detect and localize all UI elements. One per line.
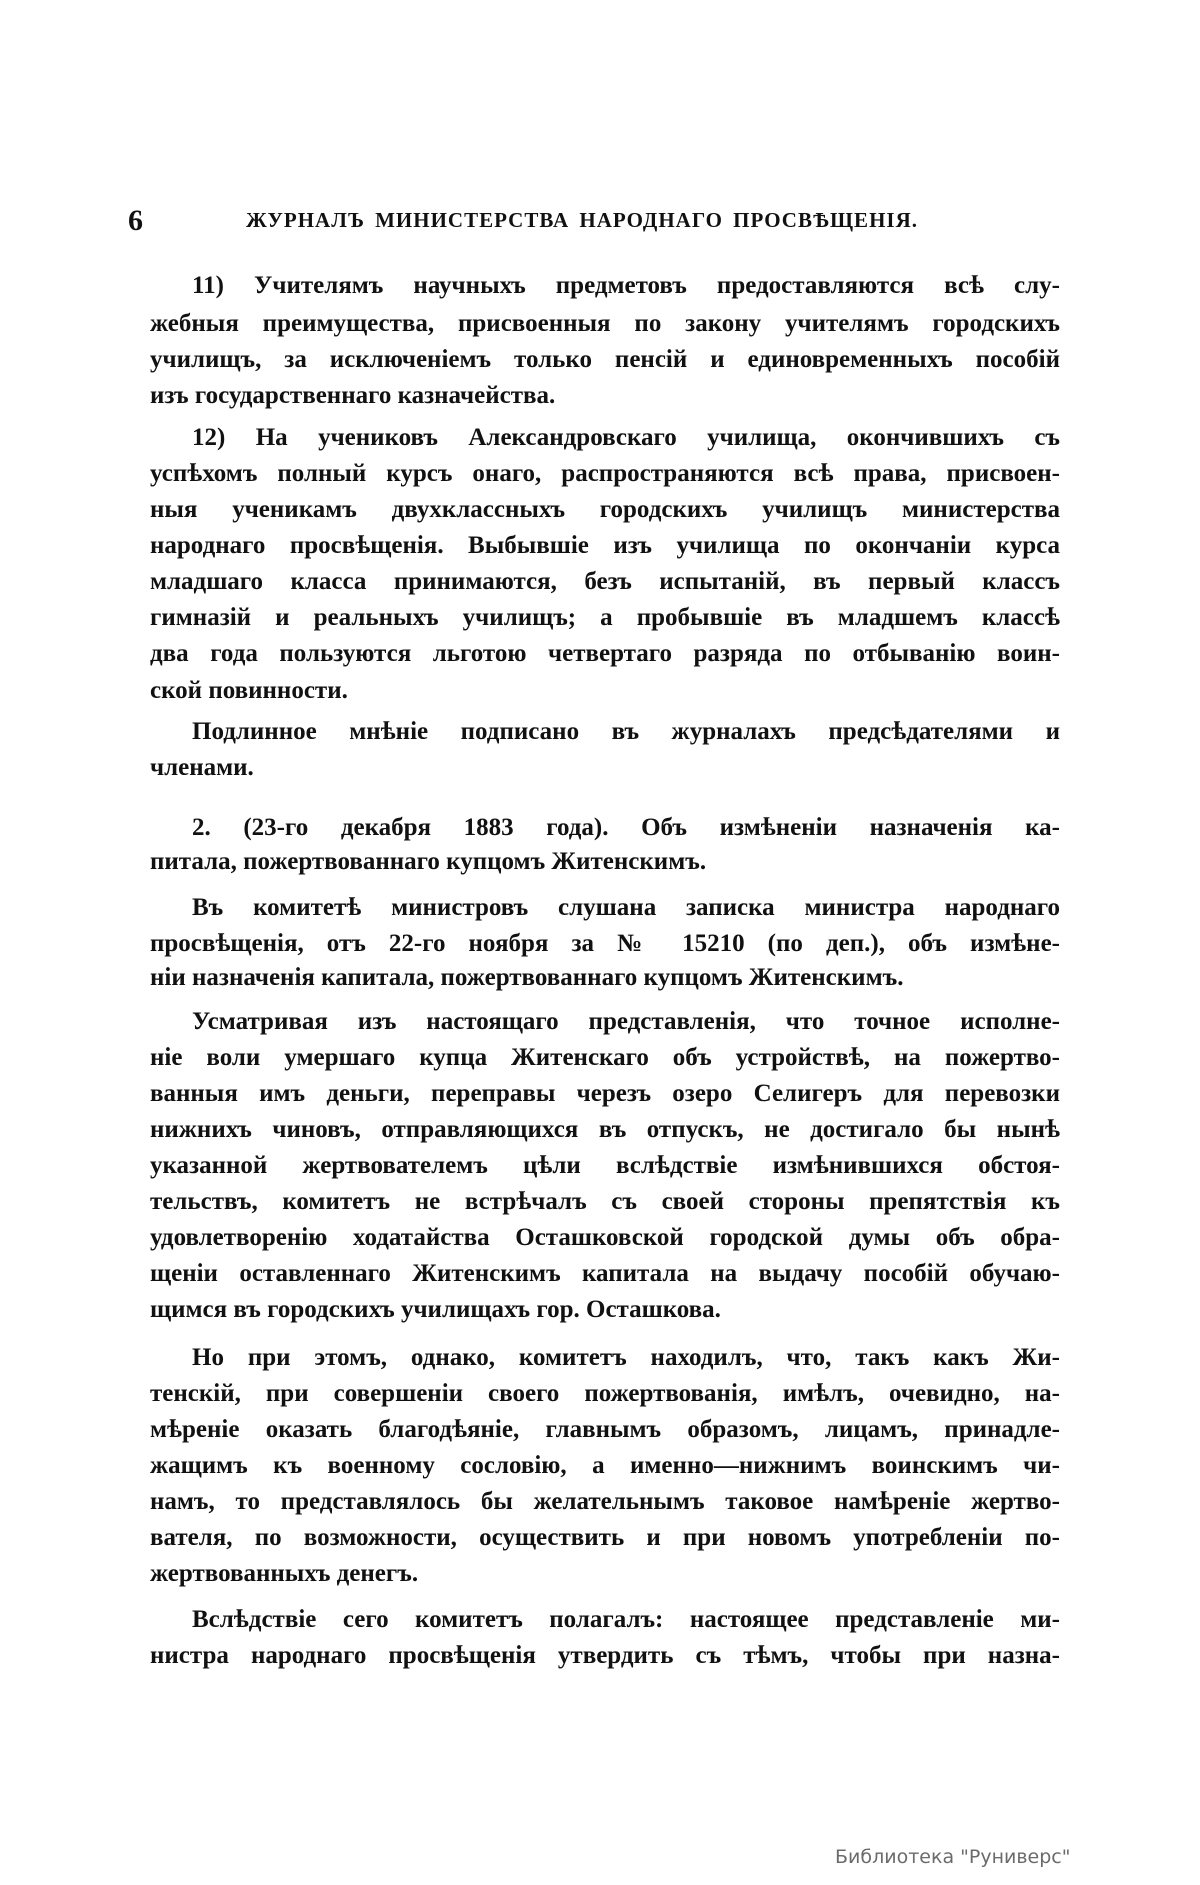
text-line: мѣреніе оказать благодѣяніе, главнымъ образомъ, лицамъ, принадле-	[150, 1416, 1060, 1443]
text-line: жащимъ къ военному сословію, а именно—нижнимъ воинскимъ чи-	[150, 1452, 1060, 1479]
text-line: вателя, по возможности, осуществить и при новомъ употребленіи по-	[150, 1524, 1060, 1551]
text-line: изъ государственнаго казначейства.	[150, 382, 556, 409]
text-line: ванныя имъ деньги, переправы черезъ озеро Селигеръ для перевозки	[150, 1080, 1060, 1107]
text-line: Подлинное мнѣніе подписано въ журналахъ предсѣдателями и	[192, 718, 1060, 745]
text-line: ской повинности.	[150, 677, 348, 704]
library-watermark: Библиотека "Руниверс"	[835, 1846, 1071, 1868]
text-line: училищъ, за исключеніемъ только пенсій и единовременныхъ пособій	[150, 346, 1060, 373]
text-line: нижнихъ чиновъ, отправляющихся въ отпускъ, не достигало бы нынѣ	[150, 1116, 1060, 1143]
text-line: тенскій, при совершеніи своего пожертвованія, имѣлъ, очевидно, на-	[150, 1380, 1060, 1407]
text-line: два года пользуются льготою четвертаго разряда по отбыванію воин-	[150, 640, 1060, 667]
text-line: тельствъ, комитетъ не встрѣчалъ съ своей стороны препятствія къ	[150, 1188, 1060, 1215]
text-line: жебныя преимущества, присвоенныя по закону учителямъ городскихъ	[150, 310, 1060, 337]
text-line: ніе воли умершаго купца Житенскаго объ устройствѣ, на пожертво-	[150, 1044, 1060, 1071]
page-number: 6	[128, 204, 143, 237]
text-line: 2. (23-го декабря 1883 года). Объ измѣненіи назначенія ка-	[192, 814, 1060, 841]
text-line: 12) На учениковъ Александровскаго училища, окончившихъ съ	[192, 424, 1060, 451]
text-line: членами.	[150, 754, 254, 781]
running-title: ЖУРНАЛЪ МИНИСТЕРСТВА НАРОДНАГО ПРОСВѢЩЕНІЯ.	[246, 208, 918, 232]
text-line: ніи назначенія капитала, пожертвованнаго купцомъ Житенскимъ.	[150, 964, 904, 991]
text-line: гимназій и реальныхъ училищъ; а пробывшіе въ младшемъ классѣ	[150, 604, 1060, 631]
text-line: щеніи оставленнаго Житенскимъ капитала на выдачу пособій обучаю-	[150, 1260, 1060, 1287]
text-line: нистра народнаго просвѣщенія утвердить съ тѣмъ, чтобы при назна-	[150, 1642, 1060, 1669]
text-line: Усматривая изъ настоящаго представленія, что точное исполне-	[192, 1008, 1060, 1035]
text-line: щимся въ городскихъ училищахъ гор. Осташкова.	[150, 1296, 721, 1323]
text-line: жертвованныхъ денегъ.	[150, 1560, 419, 1587]
text-line: народнаго просвѣщенія. Выбывшіе изъ училища по окончаніи курса	[150, 532, 1060, 559]
text-line: намъ, то представлялось бы желательнымъ таковое намѣреніе жертво-	[150, 1488, 1060, 1515]
text-line: успѣхомъ полный курсъ онаго, распространяются всѣ права, присвоен-	[150, 460, 1060, 487]
text-line: 11) Учителямъ научныхъ предметовъ предоставляются всѣ слу-	[192, 272, 1060, 299]
text-line: просвѣщенія, отъ 22-го ноября за № 15210 (по деп.), объ измѣне-	[150, 930, 1060, 957]
text-line: младшаго класса принимаются, безъ испытаній, въ первый классъ	[150, 568, 1060, 595]
text-line: питала, пожертвованнаго купцомъ Житенскимъ.	[150, 848, 707, 875]
text-line: ныя ученикамъ двухклассныхъ городскихъ училищъ министерства	[150, 496, 1060, 523]
text-line: Вслѣдствіе сего комитетъ полагалъ: настоящее представленіе ми-	[192, 1606, 1060, 1633]
text-line: Въ комитетѣ министровъ слушана записка министра народнаго	[192, 894, 1060, 921]
text-line: указанной жертвователемъ цѣли вслѣдствіе измѣнившихся обстоя-	[150, 1152, 1060, 1179]
text-line: Но при этомъ, однако, комитетъ находилъ, что, такъ какъ Жи-	[192, 1344, 1060, 1371]
text-line: удовлетворенію ходатайства Осташковской городской думы объ обра-	[150, 1224, 1060, 1251]
